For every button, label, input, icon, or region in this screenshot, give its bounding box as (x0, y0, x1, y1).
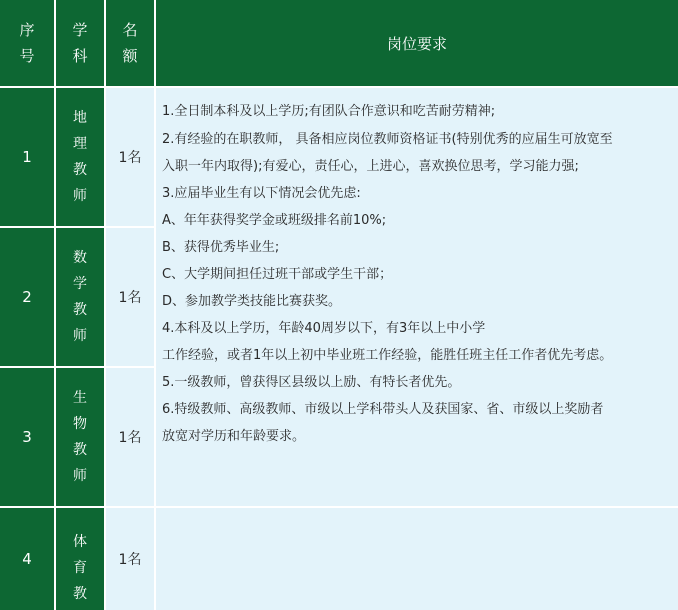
header-quota: 名 额 (106, 0, 154, 86)
requirement-line: C、大学期间担任过班干部或学生干部； (162, 267, 393, 282)
requirement-line: 1.全日制本科及以上学历;有团队合作意识和吃苦耐劳精神; (162, 104, 496, 119)
requirement-line: 4.本科及以上学历，年龄40周岁以下，有3年以上中小学 (162, 321, 486, 336)
row-1-subject: 地 理 教 师 (56, 88, 104, 226)
header-requirements: 岗位要求 (156, 0, 678, 86)
row-4-subject: 体 育 教 (56, 508, 104, 610)
requirement-line: 2.有经验的在职教师， 具备相应岗位教师资格证书(特别优秀的应届生可放宽至 (162, 132, 613, 147)
requirement-line: D、参加教学类技能比赛获奖。 (162, 294, 342, 309)
requirement-line: 3.应届毕业生有以下情况会优先虑: (162, 186, 361, 201)
header-subject: 学 科 (56, 0, 104, 86)
header-seq: 序 号 (0, 0, 54, 86)
requirement-line: 入职一年内取得);有爱心，责任心，上进心，喜欢换位思考，学习能力强; (162, 159, 579, 174)
row-4-quota: 1名 (106, 508, 154, 610)
row-2-quota: 1名 (106, 228, 154, 366)
row-1-quota: 1名 (106, 88, 154, 226)
row-4-seq: 4 (0, 508, 54, 610)
requirement-line: 工作经验，或者1年以上初中毕业班工作经验，能胜任班主任工作者优先考虑。 (162, 348, 613, 363)
row-2-subject: 数 学 教 师 (56, 228, 104, 366)
requirements-text (156, 88, 678, 506)
requirement-line: 6.特级教师、高级教师、市级以上学科带头人及获国家、省、市级以上奖励者 (162, 402, 604, 417)
requirement-line: B、获得优秀毕业生; (162, 240, 280, 255)
row-1-seq: 1 (0, 88, 54, 226)
requirement-line: 5.一级教师，曾获得区县级以上励、有特长者优先。 (162, 375, 461, 390)
row-2-seq: 2 (0, 228, 54, 366)
requirement-line: 放宽对学历和年龄要求。 (162, 429, 306, 444)
row-3-subject: 生 物 教 师 (56, 368, 104, 506)
row-3-quota: 1名 (106, 368, 154, 506)
requirements-row-4 (156, 508, 678, 610)
requirement-line: A、年年获得奖学金或班级排名前10%; (162, 213, 387, 228)
row-3-seq: 3 (0, 368, 54, 506)
